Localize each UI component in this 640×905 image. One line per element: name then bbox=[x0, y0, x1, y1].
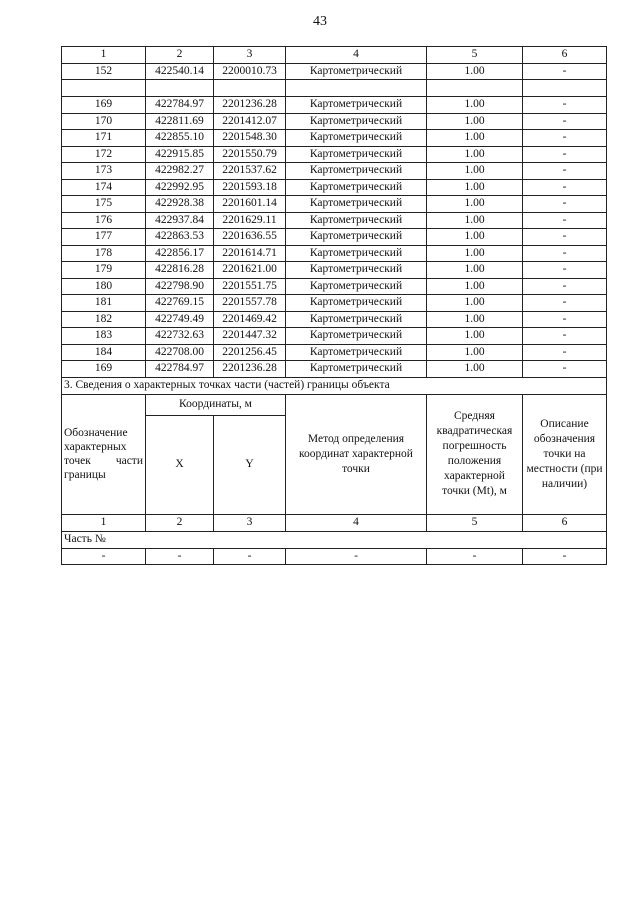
table-row bbox=[62, 212, 607, 229]
error-mt: 1.00 bbox=[427, 278, 523, 295]
method: Картометрический bbox=[286, 311, 427, 328]
section-3-title-row bbox=[62, 377, 607, 394]
column-number: 6 bbox=[523, 47, 607, 64]
coord-x: 422811.69 bbox=[146, 113, 214, 130]
coord-y: 2201621.00 bbox=[214, 262, 286, 279]
coord-y: 2201537.62 bbox=[214, 163, 286, 180]
table-row bbox=[62, 163, 607, 180]
empty-cell: - bbox=[427, 548, 523, 565]
method: Картометрический bbox=[286, 328, 427, 345]
point-number: 184 bbox=[62, 344, 146, 361]
method: Картометрический bbox=[286, 130, 427, 147]
coord-x: 422915.85 bbox=[146, 146, 214, 163]
coord-y: 2201236.28 bbox=[214, 361, 286, 378]
coord-y: 2201601.14 bbox=[214, 196, 286, 213]
description: - bbox=[523, 212, 607, 229]
point-number: 176 bbox=[62, 212, 146, 229]
table-row bbox=[62, 196, 607, 213]
table-row bbox=[62, 278, 607, 295]
error-mt: 1.00 bbox=[427, 344, 523, 361]
table-row bbox=[62, 361, 607, 378]
method: Картометрический bbox=[286, 245, 427, 262]
point-number: 174 bbox=[62, 179, 146, 196]
method: Картометрический bbox=[286, 196, 427, 213]
coord-x: 422856.17 bbox=[146, 245, 214, 262]
coord-x: 422749.49 bbox=[146, 311, 214, 328]
method: Картометрический bbox=[286, 113, 427, 130]
coord-x: 422732.63 bbox=[146, 328, 214, 345]
table-row bbox=[62, 97, 607, 114]
header-description: Описание обозначения точки на местности (при наличии) bbox=[523, 394, 607, 514]
description: - bbox=[523, 163, 607, 180]
header-method: Метод определения координат характерной точки bbox=[286, 394, 427, 514]
method: Картометрический bbox=[286, 229, 427, 246]
description: - bbox=[523, 344, 607, 361]
description: - bbox=[523, 311, 607, 328]
point-number: 179 bbox=[62, 262, 146, 279]
empty-cell: - bbox=[146, 548, 214, 565]
error-mt: 1.00 bbox=[427, 295, 523, 312]
table-row bbox=[62, 245, 607, 262]
method: Картометрический bbox=[286, 262, 427, 279]
method: Картометрический bbox=[286, 295, 427, 312]
description: - bbox=[523, 361, 607, 378]
description: - bbox=[523, 130, 607, 147]
description: - bbox=[523, 328, 607, 345]
empty-cell: - bbox=[214, 548, 286, 565]
description: - bbox=[523, 262, 607, 279]
description: - bbox=[523, 278, 607, 295]
error-mt: 1.00 bbox=[427, 245, 523, 262]
empty-cell: - bbox=[62, 548, 146, 565]
table-row bbox=[62, 146, 607, 163]
page-number: 43 bbox=[313, 14, 327, 29]
empty-cell: - bbox=[523, 548, 607, 565]
part-label-row bbox=[62, 531, 607, 548]
table-row bbox=[62, 63, 607, 80]
header-point-designation: Обозначение характерных точек части границы bbox=[62, 394, 146, 514]
column-number: 3 bbox=[214, 514, 286, 531]
coordinates-table bbox=[61, 46, 607, 565]
description: - bbox=[523, 146, 607, 163]
error-mt: 1.00 bbox=[427, 262, 523, 279]
empty-row bbox=[62, 80, 607, 97]
method: Картометрический bbox=[286, 146, 427, 163]
point-number: 180 bbox=[62, 278, 146, 295]
error-mt: 1.00 bbox=[427, 196, 523, 213]
description: - bbox=[523, 196, 607, 213]
error-mt: 1.00 bbox=[427, 163, 523, 180]
error-mt: 1.00 bbox=[427, 113, 523, 130]
column-number: 6 bbox=[523, 514, 607, 531]
error-mt: 1.00 bbox=[427, 63, 523, 80]
table-row bbox=[62, 113, 607, 130]
coord-y: 2201629.11 bbox=[214, 212, 286, 229]
coord-x: 422708.00 bbox=[146, 344, 214, 361]
column-number: 2 bbox=[146, 514, 214, 531]
point-number: 171 bbox=[62, 130, 146, 147]
coord-y: 2201557.78 bbox=[214, 295, 286, 312]
column-number: 2 bbox=[146, 47, 214, 64]
coord-y: 2200010.73 bbox=[214, 63, 286, 80]
header-x: X bbox=[146, 415, 214, 514]
coord-x: 422937.84 bbox=[146, 212, 214, 229]
coord-y: 2201447.32 bbox=[214, 328, 286, 345]
coord-y: 2201469.42 bbox=[214, 311, 286, 328]
error-mt: 1.00 bbox=[427, 130, 523, 147]
coord-x: 422769.15 bbox=[146, 295, 214, 312]
point-number: 173 bbox=[62, 163, 146, 180]
error-mt: 1.00 bbox=[427, 179, 523, 196]
table-row bbox=[62, 328, 607, 345]
coord-x: 422784.97 bbox=[146, 361, 214, 378]
coord-x: 422784.97 bbox=[146, 97, 214, 114]
section-3-title: 3. Сведения о характерных точках части (частей) границы объекта bbox=[62, 377, 607, 394]
table-row bbox=[62, 295, 607, 312]
column-number: 4 bbox=[286, 514, 427, 531]
table-row bbox=[62, 179, 607, 196]
coord-y: 2201412.07 bbox=[214, 113, 286, 130]
description: - bbox=[523, 229, 607, 246]
error-mt: 1.00 bbox=[427, 212, 523, 229]
point-number: 181 bbox=[62, 295, 146, 312]
coord-y: 2201614.71 bbox=[214, 245, 286, 262]
method: Картометрический bbox=[286, 361, 427, 378]
column-number: 1 bbox=[62, 514, 146, 531]
method: Картометрический bbox=[286, 344, 427, 361]
coord-x: 422816.28 bbox=[146, 262, 214, 279]
column-number: 3 bbox=[214, 47, 286, 64]
method: Картометрический bbox=[286, 63, 427, 80]
method: Картометрический bbox=[286, 278, 427, 295]
point-number: 182 bbox=[62, 311, 146, 328]
description: - bbox=[523, 63, 607, 80]
description: - bbox=[523, 113, 607, 130]
coord-y: 2201593.18 bbox=[214, 179, 286, 196]
error-mt: 1.00 bbox=[427, 97, 523, 114]
column-number-row bbox=[62, 47, 607, 64]
section-3-header-row bbox=[62, 394, 607, 415]
point-number: 170 bbox=[62, 113, 146, 130]
point-number: 169 bbox=[62, 361, 146, 378]
method: Картометрический bbox=[286, 163, 427, 180]
column-number: 5 bbox=[427, 514, 523, 531]
coord-y: 2201551.75 bbox=[214, 278, 286, 295]
coord-x: 422863.53 bbox=[146, 229, 214, 246]
header-error: Средняя квадратическая погрешность положения характерной точки (Mt), м bbox=[427, 394, 523, 514]
description: - bbox=[523, 295, 607, 312]
coord-x: 422540.14 bbox=[146, 63, 214, 80]
section-3-empty-row bbox=[62, 548, 607, 565]
part-label: Часть № bbox=[62, 531, 607, 548]
header-y: Y bbox=[214, 415, 286, 514]
description: - bbox=[523, 97, 607, 114]
method: Картометрический bbox=[286, 212, 427, 229]
coord-x: 422855.10 bbox=[146, 130, 214, 147]
empty-cell: - bbox=[286, 548, 427, 565]
error-mt: 1.00 bbox=[427, 328, 523, 345]
coord-y: 2201256.45 bbox=[214, 344, 286, 361]
coord-x: 422798.90 bbox=[146, 278, 214, 295]
description: - bbox=[523, 179, 607, 196]
column-number: 1 bbox=[62, 47, 146, 64]
point-number: 169 bbox=[62, 97, 146, 114]
method: Картометрический bbox=[286, 97, 427, 114]
error-mt: 1.00 bbox=[427, 229, 523, 246]
coord-y: 2201548.30 bbox=[214, 130, 286, 147]
point-number: 183 bbox=[62, 328, 146, 345]
table-row bbox=[62, 344, 607, 361]
error-mt: 1.00 bbox=[427, 311, 523, 328]
table-row bbox=[62, 130, 607, 147]
error-mt: 1.00 bbox=[427, 361, 523, 378]
coord-y: 2201236.28 bbox=[214, 97, 286, 114]
column-number: 4 bbox=[286, 47, 427, 64]
error-mt: 1.00 bbox=[427, 146, 523, 163]
point-number: 152 bbox=[62, 63, 146, 80]
point-number: 172 bbox=[62, 146, 146, 163]
header-coordinates: Координаты, м bbox=[146, 394, 286, 415]
coord-x: 422928.38 bbox=[146, 196, 214, 213]
table-row bbox=[62, 311, 607, 328]
coord-y: 2201636.55 bbox=[214, 229, 286, 246]
table-row bbox=[62, 262, 607, 279]
column-number: 5 bbox=[427, 47, 523, 64]
point-number: 175 bbox=[62, 196, 146, 213]
method: Картометрический bbox=[286, 179, 427, 196]
coord-x: 422982.27 bbox=[146, 163, 214, 180]
coord-x: 422992.95 bbox=[146, 179, 214, 196]
description: - bbox=[523, 245, 607, 262]
point-number: 178 bbox=[62, 245, 146, 262]
coord-y: 2201550.79 bbox=[214, 146, 286, 163]
table-row bbox=[62, 229, 607, 246]
point-number: 177 bbox=[62, 229, 146, 246]
section-3-column-number-row bbox=[62, 514, 607, 531]
